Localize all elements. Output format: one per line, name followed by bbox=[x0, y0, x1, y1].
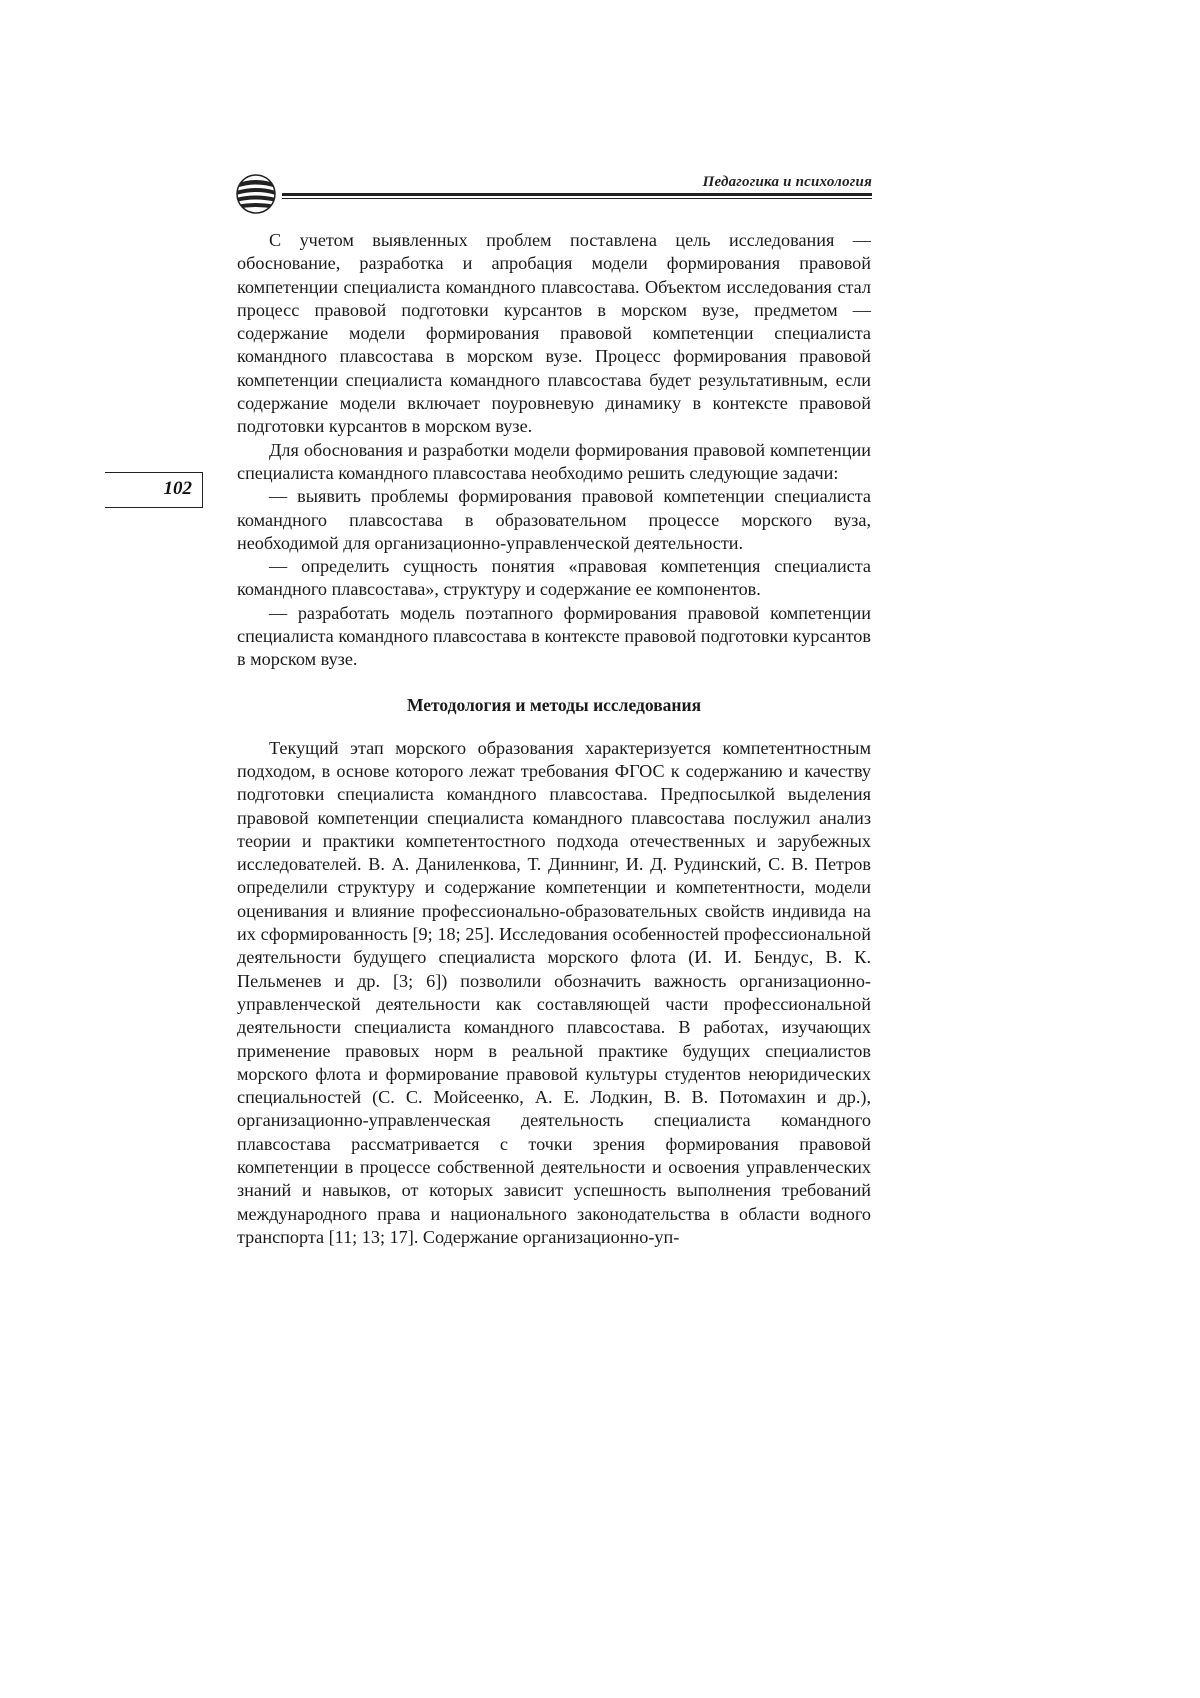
paragraph-methods: Текущий этап морского образования характеризуется компетентностным подходом, в основе которого лежат требования ФГОС к содержанию и качеству подготовки специалиста командного плавсостава. Предпосылкой выделения правовой компетенции специалиста командного плавсостава послужил анализ теории и практики компетентостного подхода отечественных и зарубежных исследователей. В. А. Даниленкова, Т. Диннинг, И. Д. Рудинский, С. В. Петров определили структуру и содержание компетенции и компетентности, модели оценивания и влияние профессионально-образовательных свойств индивида на их сформированность [9; 18; 25]. Исследования особенностей профессиональной деятельности будущего специалиста морского флота (И. И. Бендус, В. К. Пельменев и др. [3; 6]) позволили обозначить важность организационно-управленческой деятельности как составляющей части профессиональной деятельности специалиста командного плавсостава. В работах, изучающих применение правовых норм в реальной практике будущих специалистов морского флота и формирование правовой культуры студентов неюридических специальностей (С. С. Мойсеенко, А. Е. Лодкин, В. В. Потомахин и др.), организационно-управленческая деятельность специалиста командного плавсостава рассматривается с точки зрения формирования правовой компетенции в процессе собственной деятельности и освоения управленческих знаний и навыков, от которых зависит успешность выполнения требований международного права и национального законодательства в области водного транспорта [11; 13; 17]. Содержание организационно-уп- bbox=[237, 737, 871, 1247]
section-heading: Методология и методы исследования bbox=[406, 694, 702, 715]
running-header bbox=[236, 172, 872, 216]
paragraph-tasks: Для обоснования и разработки модели формирования правовой компетенции специалиста командного плавсостава необходимо решить следующие задачи: bbox=[237, 439, 871, 483]
article-body bbox=[237, 229, 871, 1249]
waves-globe-logo-icon bbox=[236, 174, 276, 214]
page-number-box bbox=[105, 472, 203, 508]
header-rule-thin bbox=[282, 198, 872, 199]
journal-section-title: Педагогика и психология bbox=[702, 174, 872, 190]
header-rule bbox=[282, 193, 872, 196]
task-item-1: — выявить проблемы формирования правовой компетенции специалиста командного плавсостава в образовательном процессе морского вуза, необходимой для организационно-управленческой деятельности. bbox=[237, 486, 871, 553]
task-item-3: — разработать модель поэтапного формирования правовой компетенции специалиста командного плавсостава в контексте правовой подготовки курсантов в морском вузе. bbox=[237, 602, 871, 670]
paragraph-goal: С учетом выявленных проблем поставлена цель исследования — обоснование, разработка и апробация модели формирования правовой компетенции специалиста командного плавсостава. Объектом исследования стал процесс правовой подготовки курсантов в морском вузе, предметом — содержание модели формирования правовой компетенции специалиста командного плавсостава в морском вузе. Процесс формирования правовой компетенции специалиста командного плавсостава будет результативным, если содержание модели включает поуровневую динамику в контексте правовой подготовки курсантов в морском вузе. bbox=[237, 230, 871, 437]
task-item-2: — определить сущность понятия «правовая компетенция специалиста командного плавсостава», структуру и содержание ее компонентов. bbox=[237, 556, 871, 600]
page-number: 102 bbox=[163, 478, 192, 499]
